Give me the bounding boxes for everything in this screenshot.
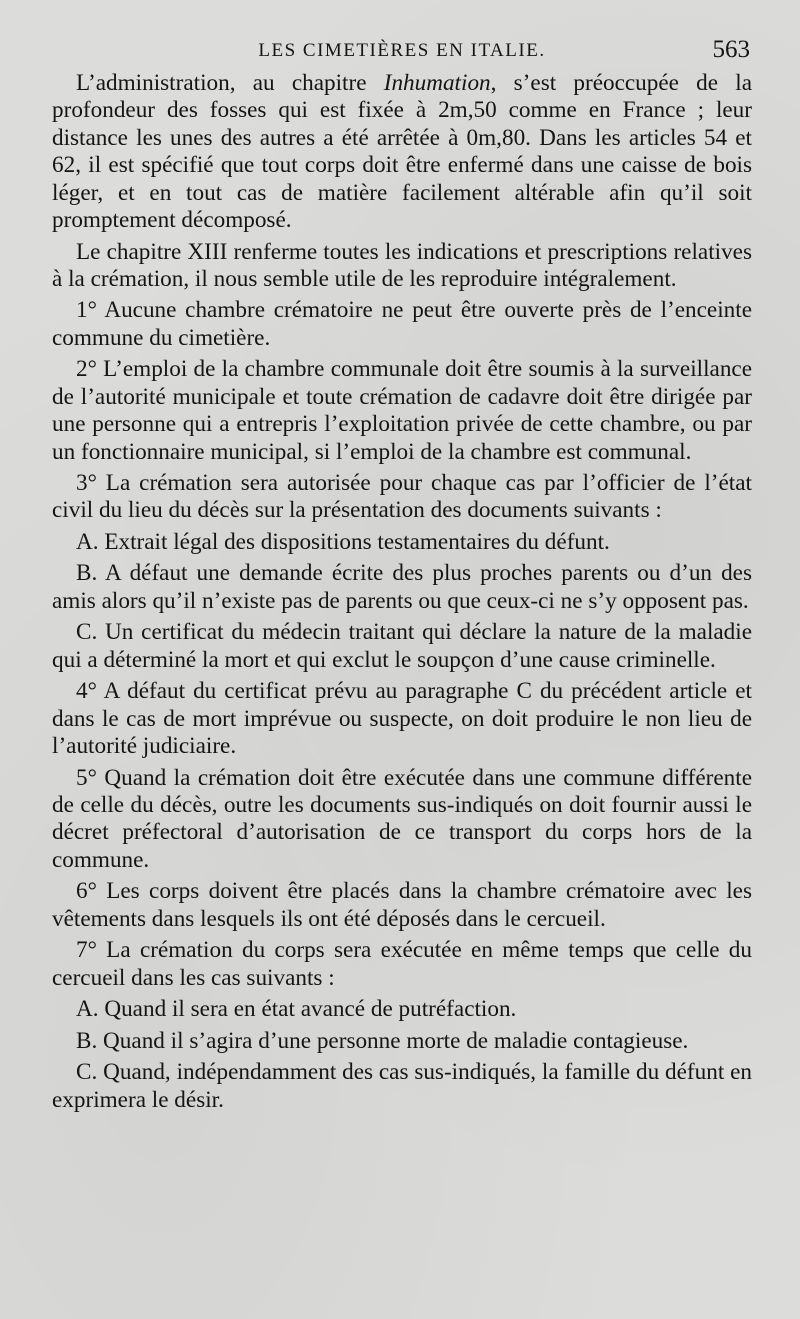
article-7: 7° La crémation du corps sera exécutée en même temps que celle du cercueil dans les cas suivants : (52, 937, 752, 991)
article-7-item-b: B. Quand il s’agira d’une personne morte de maladie contagieuse. (76, 1027, 689, 1054)
paragraph-text: L’administration, au chapitre (76, 70, 384, 96)
article-7-item-c: C. Quand, indépendamment des cas sus-indiqués, la famille du défunt en exprimera le désir. (52, 1059, 752, 1113)
running-title: LES CIMETIÈRES EN ITALIE. (258, 40, 546, 61)
article-7-item-a: A. Quand il sera en état avancé de putréfaction. (76, 996, 517, 1023)
article-1: 1° Aucune chambre crématoire ne peut être ouverte près de l’enceinte commune du cimetière. (52, 297, 752, 351)
page-number: 563 (712, 36, 750, 63)
article-3-item-c: C. Un certificat du médecin traitant qui déclare la nature de la maladie qui a déterminé la mort et qui exclut le soupçon d’une cause criminelle. (52, 619, 752, 673)
paragraph-intro (52, 70, 752, 234)
article-2: 2° L’emploi de la chambre communale doit être soumis à la surveillance de l’autorité municipale et toute crémation de cadavre doit être dirigée par une personne qui a entrepris l’exploitation privée de cette chambre, ou par un fonctionnaire municipal, si l’emploi de la chambre est communal. (52, 356, 752, 465)
emphasis-text: Inhumation (383, 70, 491, 96)
article-3-item-b: B. A défaut une demande écrite des plus proches parents ou d’un des amis alors qu’il n’existe pas de parents ou que ceux-ci ne s’y opposent pas. (52, 560, 752, 614)
article-6: 6° Les corps doivent être placés dans la chambre crématoire avec les vêtements dans lesquels ils ont été déposés dans le cercueil. (52, 878, 752, 932)
page-header (52, 36, 752, 68)
paragraph-text: , s’est préoccupée de la profondeur des fosses qui est fixée à 2m,50 comme en France ; leur distance les unes des autres a été arrêtée à 0m,80. Dans les articles 54 et 62, il est spécifié que tout corps doit être enfermé dans une caisse de bois léger, et en tout cas de matière facilement altérable afin qu’il soit promptement décomposé. (52, 70, 752, 234)
article-3: 3° La crémation sera autorisée pour chaque cas par l’officier de l’état civil du lieu du décès sur la présentation des documents suivants : (52, 470, 752, 524)
article-3-item-a: A. Extrait légal des dispositions testamentaires du défunt. (76, 528, 610, 555)
article-5: 5° Quand la crémation doit être exécutée dans une commune différente de celle du décès, outre les documents sus-indiqués on doit fournir aussi le décret préfectoral d’autorisation de ce transport du corps hors de la commune. (52, 764, 752, 873)
page-body (52, 70, 752, 1114)
article-4: 4° A défaut du certificat prévu au paragraphe C du précédent article et dans le cas de mort imprévue ou suspecte, on doit produire le non lieu de l’autorité judiciaire. (52, 678, 752, 760)
paragraph-chapter-xiii: Le chapitre XIII renferme toutes les indications et prescriptions relatives à la crémation, il nous semble utile de les reproduire intégralement. (52, 238, 752, 292)
